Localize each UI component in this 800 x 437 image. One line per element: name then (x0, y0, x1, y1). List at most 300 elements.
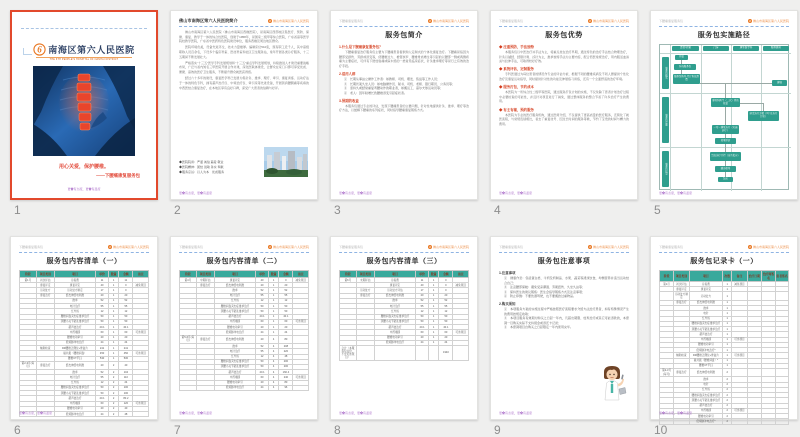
table-cell: 40.1 (96, 396, 109, 401)
table-cell (293, 385, 309, 390)
table-cell: 辅助检查 (36, 346, 54, 351)
table-cell: 52 (439, 298, 453, 303)
advantage-3-heading: ◆ 服务打包，节约成本 (499, 85, 534, 90)
table-cell: 20 (96, 335, 109, 340)
header-divider (659, 26, 789, 27)
table-cell: 60 (279, 319, 293, 324)
table-cell: 4 (268, 335, 278, 343)
page-thumbnail-6[interactable] (10, 236, 158, 437)
svg-text:6: 6 (37, 44, 43, 55)
table-cell: 2 (723, 387, 732, 392)
table-cell: 第6月 (340, 278, 357, 283)
table-cell: 2 (723, 408, 732, 413)
table-cell: 诊查费 (54, 278, 95, 283)
header-doc-title: 下腰痛康复服务包 (499, 245, 524, 249)
table-cell: 50 (416, 319, 429, 324)
table-cell: 50 (256, 359, 269, 364)
intro-paragraphs (179, 30, 309, 90)
flow-purchase: 服务包购买·签订协议缴费 (673, 74, 700, 84)
table-cell: 红外线 (214, 354, 255, 359)
table-cell: 200 (279, 359, 293, 364)
connector-line (700, 83, 772, 84)
table-cell: 17 (416, 288, 429, 293)
table-cell: 40 (119, 406, 133, 411)
table-cell: 1 (108, 335, 118, 340)
list-item: ② 本项目服务有效期为购买之日起一年内，凡超出期限、放弃治疗或其它可能退款的，本套餐一旦购买实际不支持现金或退还卡记录； (504, 316, 629, 325)
page-3-content (331, 11, 477, 199)
table-cell: 40 (256, 278, 269, 283)
table-cell: 100 (119, 385, 133, 390)
table-cell: 红外线 (54, 380, 95, 385)
list-item: 医院环境优美，设备先进齐全，技术力量雄厚。编制床位510张，现有职工近千人，其中高级职称人员百余名，下设多个临床科室、医技科室和社区卫生服务站，常年开展各类诊疗服务，十三五期间不断发展壮大。 (179, 45, 309, 59)
table-cell: 可选项目 (133, 330, 149, 335)
table-cell: 2 (723, 377, 732, 382)
table-cell: 40.1 (96, 325, 109, 330)
page-9-notes (490, 236, 638, 420)
table-cell: 康复评定 (374, 283, 415, 288)
table-cell: 可选项目 (453, 330, 469, 335)
table-cell: 50 (439, 319, 453, 324)
page-footer: 更✿有态度，更✿有温度 (659, 191, 693, 195)
flow-complete: 完成治疗疗程（出具报告） (710, 152, 741, 161)
hospital-mini-logo-icon: 6 (589, 245, 591, 249)
table-cell: 1 (723, 332, 732, 337)
table-cell: 50 (96, 319, 109, 324)
table-cell: 1 (428, 340, 438, 345)
hospital-mini-logo-icon: 6 (269, 245, 271, 249)
data-table (179, 270, 309, 391)
table-cell: 减免项目 (453, 283, 469, 288)
column-header: 备注 (732, 271, 747, 282)
data-table (19, 270, 149, 417)
page-2-content (171, 11, 317, 199)
table-cell: 第5-6月(每月) (180, 335, 197, 343)
table-cell: 0 (119, 288, 133, 293)
table-cell: 康复治疗 (674, 368, 689, 376)
table-cell: 中药塌渍 (214, 375, 255, 380)
table-cell (180, 385, 197, 390)
table-cell: 腰椎电动牵引 (214, 380, 255, 385)
hospital-mini-logo-icon: 6 (269, 19, 271, 23)
header-hospital-name: 佛山市南海区第六人民医院 (752, 19, 789, 23)
table-header-row (340, 271, 469, 278)
table-cell: 1 (108, 330, 118, 335)
page-thumbnail-8[interactable] (330, 236, 478, 437)
table-cell: 20 (256, 335, 269, 343)
page-footer: 更✿有态度，更✿有温度 (179, 411, 213, 415)
header-hospital-name: 佛山市南海区第六人民医院 (432, 245, 469, 249)
table-cell: 52 (119, 298, 133, 303)
table-cell: 1 (108, 351, 118, 356)
table-cell: 50 (256, 304, 269, 309)
table-cell: 1 (723, 282, 732, 287)
table-cell: 4 (268, 375, 278, 380)
table-cell: DR腰椎正侧位+骨盆片 (689, 353, 723, 358)
table-cell: 中药塌渍 (689, 408, 723, 413)
table-cell: 2 (108, 375, 118, 380)
intro-title: 佛山市南海区第六人民医院简介 (179, 18, 238, 23)
table-cell: 50 (96, 391, 109, 396)
table-cell: 1 (268, 288, 278, 293)
list-item: ① 长期从事站立操作工作者：如教师、司机、理发、售货等工作人员； (344, 77, 441, 82)
table-cell: 腰椎间盘突出症推拿治疗 (374, 314, 415, 319)
table-cell: 1 (723, 337, 732, 342)
table-cell: 可选项目 (133, 401, 149, 406)
page-number: 2 (174, 203, 181, 217)
table-header-row (180, 271, 309, 278)
table-cell: 超声波治疗 (214, 370, 255, 375)
column-header: 项目 (374, 271, 415, 278)
table-cell: 450 (96, 351, 109, 356)
table-cell: 120 (119, 401, 133, 406)
table-cell: 12 (96, 380, 109, 385)
table-cell: 电针 (689, 382, 723, 387)
table-cell: 经皮神经电刺激 (54, 361, 95, 369)
table-cell: 低频脉冲电治疗 (374, 340, 415, 345)
table-cell: 中药塌渍 (54, 401, 95, 406)
table-cell: 减免项目 (133, 283, 149, 288)
table-cell: 合计（本服务包总价，不含可选项目） (341, 346, 355, 360)
table-cell: 1 (268, 304, 278, 309)
table-cell: 104 (119, 370, 133, 375)
table-cell: 20 (119, 335, 133, 340)
table-cell: 运动处方制定 (54, 288, 95, 293)
table-cell (761, 368, 775, 376)
table-cell: 40.1 (279, 314, 293, 319)
table-header-row (660, 271, 789, 282)
page-9-content (491, 237, 637, 419)
table-cell (133, 412, 149, 417)
table-cell: 1 (428, 314, 438, 319)
table-row (660, 292, 789, 300)
column-header: 数量 (428, 271, 438, 278)
table-cell: 20 (96, 361, 109, 369)
doctor-cartoon-illustration (597, 365, 627, 401)
table-cell: 2 (108, 396, 118, 401)
table-cell: 电针治疗 (214, 293, 255, 298)
table-cell: 4 (268, 364, 278, 369)
hospital-logo-icon (33, 43, 46, 56)
page-footer: 更✿有态度，更✿有温度 (19, 411, 53, 415)
section-1-heading: 1.什么是下腰痛康复服务包？ (339, 45, 383, 49)
table-cell: 12 (256, 354, 269, 359)
hospital-logo-row (21, 43, 147, 56)
advantage-4-text: 本医院为专业的医疗服务机构，通过医师介绍，不仅提供了更高质量的医疗服务，还简化了就医流程，与常规连续相比，省去了重复挂号、因过长时间的服务等候，节约了宝贵的时间与精力的费用。 (499, 112, 629, 126)
table-cell: 55 (96, 375, 109, 380)
page-thumbnail-7[interactable] (170, 236, 318, 437)
table-cell: 可选项目 (293, 319, 309, 324)
column-header: 项目类别 (356, 271, 374, 278)
page-1-cover (10, 10, 158, 200)
table-cell: 推拿 (54, 298, 95, 303)
table-cell (732, 368, 747, 376)
table-cell: 40.1 (119, 325, 133, 330)
page-footer: 更✿有态度，更✿有温度 (499, 191, 533, 195)
table-cell: 4 (268, 359, 278, 364)
table-cell: 低频脉冲电治疗 (214, 385, 255, 390)
table-row (660, 419, 789, 424)
table-cell: 腰椎间盘突出症推拿治疗 (689, 393, 723, 398)
table-cell: 1 (723, 306, 732, 311)
table-cell: 52 (96, 370, 109, 375)
table-cell: 低频脉冲电治疗 (54, 412, 95, 417)
table-cell: 52 (279, 288, 293, 293)
page-number: 9 (494, 423, 501, 437)
table-cell: 超声波治疗 (54, 325, 95, 330)
phase-label: 服务包结束 (662, 151, 669, 187)
flow-evaluation: 效果评估 (715, 138, 736, 144)
table-cell: 241 (119, 346, 133, 351)
table-cell: 1 (723, 300, 732, 305)
table-cell: 康复评定 (36, 283, 54, 288)
table-cell: 60 (96, 330, 109, 335)
page-footer: 更✿有态度，更✿有温度 (339, 411, 373, 415)
table-cell: 1 (428, 304, 438, 309)
table-cell: 52 (256, 288, 269, 293)
table-cell (293, 335, 309, 343)
table-cell: 腰椎间盘突出症推拿治疗 (54, 385, 95, 390)
table-cell: 低频脉冲电治疗 (54, 340, 95, 345)
advantage-4-heading: ◆ 有主有辅，预约服务 (499, 107, 534, 112)
table-header-row (20, 271, 149, 278)
table-cell: 450 (119, 351, 133, 356)
table-cell: DR腰椎正侧位+骨盆片 (54, 346, 95, 351)
table-cell: 2 (108, 391, 118, 396)
column-header: 阶段 (660, 271, 674, 282)
page-10-content (651, 237, 797, 423)
list-item: ① 本项服务方案的实施过程中严格按照医疗流程要求介绍方法治疗患者，如有特殊情况产生的费用按规定收取； (504, 307, 629, 316)
table-cell: 24 (256, 330, 269, 335)
list-item: ④ 防止摔倒：不要饮酒驾驶，也不要搬抬过重物品。 (504, 294, 577, 298)
column-header: 治疗师签名 (762, 272, 775, 280)
column-header: 金额 (279, 271, 293, 278)
table-cell: 2 (108, 401, 118, 406)
table-cell: 1 (428, 330, 438, 335)
hospital-name-cn: 南海区第六人民医院 (48, 45, 135, 55)
page-header (499, 18, 629, 24)
table-cell: 颈腰小关节紊乱推拿治疗 (54, 319, 95, 324)
column-header: 阶段 (340, 271, 357, 278)
table-cell: 12 (256, 298, 269, 303)
header-divider (499, 252, 629, 253)
grid-line (701, 45, 702, 191)
cover-top-divider (21, 28, 147, 29)
page-title: 服务包内容清单（一） (46, 258, 122, 265)
table-cell: 24 (119, 380, 133, 385)
page-thumbnail-2[interactable] (170, 10, 318, 217)
column-header: 项目类别 (36, 271, 54, 278)
table-cell: 末期评估 (356, 278, 374, 283)
hospital-mini-logo-icon: 6 (749, 19, 751, 23)
table-cell: 1 (428, 293, 438, 298)
section-1-text: 下腰痛康复治疗服务包主要为下腰痛患者提供购人定制式的个体化康复治疗。下腰痛是指因为腰部受损伤、劳损或退变等，使腰椎过大、椎管狭窄、腰椎骨质增生等引起的以腰部一侧或两侧疼痛为主要症状，可伴有下肢放射痛或麻木感的一类常见临床症状，针灸推拿理疗等是行之有效的治疗手段。 (339, 50, 469, 68)
table-cell: 1 (723, 363, 732, 368)
table-cell: 超声波治疗 (689, 332, 723, 337)
grid-line (670, 45, 671, 191)
column-header: 项目 (54, 271, 95, 278)
table-cell: 颈腰小关节紊乱推拿治疗 (214, 309, 255, 314)
flow-treatment: 一对一康复治疗（实施治疗） (712, 125, 739, 134)
table-cell (453, 346, 469, 361)
table-cell: 4 (268, 380, 278, 385)
table-cell: 红外线 (54, 309, 95, 314)
table-cell (761, 419, 775, 424)
notes-1-list (499, 276, 629, 299)
header-divider (19, 252, 149, 253)
table-cell: 2 (723, 403, 732, 408)
header-doc-title: 下腰痛康复服务包 (659, 245, 684, 249)
table-cell: 24 (439, 340, 453, 345)
table-cell: 康复评定 (54, 283, 95, 288)
flow-start: 开始 (675, 55, 688, 60)
header-logo (428, 245, 469, 249)
table-cell: 电针治疗 (54, 375, 95, 380)
hospital-mini-logo-icon: 6 (749, 245, 751, 249)
table-cell: 55 (119, 304, 133, 309)
table-cell: 推拿 (689, 306, 723, 311)
table-cell: 初次评估 (36, 278, 54, 283)
table-cell: 0 (439, 278, 453, 283)
table-cell: 96 (279, 385, 293, 390)
table-cell: 40 (416, 283, 429, 288)
table-cell: 1 (108, 325, 118, 330)
table-cell (732, 419, 747, 424)
table-cell: 颈腰小关节紊乱推拿治疗 (689, 398, 723, 403)
table-cell (776, 419, 789, 424)
table-cell (374, 346, 415, 361)
table-cell: 20 (279, 325, 293, 330)
page-4-advantages (490, 10, 638, 200)
record-card-table (659, 270, 789, 425)
service-items-table-2 (179, 270, 309, 391)
hospital-mini-logo-icon: 6 (429, 19, 431, 23)
table-cell (660, 419, 674, 424)
table-cell: 2 (108, 370, 118, 375)
table-cell: 11 (96, 278, 109, 283)
table-cell: 颈腰小关节紊乱推拿治疗 (374, 319, 415, 324)
header-logo (748, 19, 789, 23)
section-2-list (339, 77, 469, 95)
table-cell: 经皮神经电刺激 (54, 293, 95, 298)
table-cell: 48 (279, 354, 293, 359)
table-cell: 1 (428, 288, 438, 293)
table-cell (732, 292, 747, 300)
table-cell: 20 (279, 283, 293, 288)
column-header: 项目 (214, 271, 255, 278)
list-item: ◆服务宗旨：以人为本 优质服务 (179, 169, 225, 174)
table-cell: 1 (108, 340, 118, 345)
advantage-1-text: 本服务包以中医治疗补手法为主，将重点放在治疗早期，通过特色的治疗手法结合物理治疗，针灸以循经、经筋针刺、浮针为主，推拿独特手法为主要内容，配合西医常规治疗，用内服活血消炎与拉伸手法，可取得较好疗效。 (499, 50, 629, 64)
table-cell: 运动处方评估 (374, 288, 415, 293)
table-cell: 2 (108, 380, 118, 385)
column-header: 金额 (439, 271, 453, 278)
table-cell: 超声波治疗 (54, 396, 95, 401)
table-cell: 中期评估 (196, 278, 214, 283)
table-cell: 17 (96, 288, 109, 293)
table-cell: 4 (268, 370, 278, 375)
page-header (499, 244, 629, 250)
header-hospital-name: 佛山市南海区第六人民医院 (272, 245, 309, 249)
column-header: 备注 (293, 271, 309, 278)
page-footer: 更✿有态度，更✿有温度 (659, 411, 693, 415)
table-cell: 11 (416, 278, 429, 283)
page-title: 服务包记录卡（一） (690, 258, 758, 265)
advantage-2-heading: ◆ 系统评估，定制服务 (499, 67, 534, 72)
table-cell: 可选项目 (293, 375, 309, 380)
table-cell: 50 (279, 304, 293, 309)
header-logo (588, 19, 629, 23)
page-header (339, 244, 469, 250)
table-cell: 24 (416, 340, 429, 345)
table-cell: 4 (268, 344, 278, 349)
table-cell: 60 (96, 401, 109, 406)
table-cell: 24 (279, 330, 293, 335)
table-cell: 12 (279, 298, 293, 303)
table-cell: 60 (439, 330, 453, 335)
table-row (180, 385, 309, 390)
lane-header: 康复医学科 (733, 46, 759, 51)
section-3-text: 本服务包通过专业的评估，发现下腰痛患者的主要问题，针对性地提供针灸、推拿、理疗等治疗方法，以缓解下腰痛的系列症状，同时指导腰痛康复锻炼方式。 (339, 103, 469, 113)
page-8-content (331, 237, 477, 419)
table-cell (761, 292, 775, 300)
lane-header: 患者/家属 (672, 46, 699, 51)
page-number: 3 (334, 203, 341, 217)
table-cell: 1 (428, 335, 438, 340)
table-cell: 1 (723, 311, 732, 316)
table-cell: 52 (416, 298, 429, 303)
page-thumbnail-10[interactable] (650, 236, 798, 437)
column-header: 金额 (119, 271, 133, 278)
table-cell: 24 (119, 340, 133, 345)
page-thumbnail-5[interactable] (650, 10, 798, 217)
table-cell: 60 (256, 375, 269, 380)
table-cell: 50 (119, 319, 133, 324)
page-thumbnail-9[interactable] (490, 236, 638, 437)
header-divider (179, 26, 309, 27)
table-cell: 第2-3月(每月) (660, 368, 674, 376)
hospital-mini-logo-icon: 6 (109, 245, 111, 249)
table-cell: 1 (268, 293, 278, 298)
cover-content (12, 12, 156, 198)
page-thumbnail-1[interactable] (10, 10, 158, 217)
column-header: 数量 (268, 271, 278, 278)
table-cell: 20 (96, 293, 109, 298)
notes-2-list (499, 307, 629, 330)
table-cell: 运动处方 (356, 288, 374, 293)
page-thumbnail-3[interactable] (330, 10, 478, 217)
page-number: 10 (654, 423, 668, 437)
column-header: 数量 (108, 271, 118, 278)
header-hospital-name: 佛山市南海区第六人民医院 (112, 245, 149, 249)
table-cell: 60 (416, 330, 429, 335)
table-cell: 20 (416, 335, 429, 340)
table-cell: 40 (96, 283, 109, 288)
table-cell: 80 (279, 335, 293, 343)
cover-slogan: 用心关爱，保护腰椎。 (58, 164, 109, 170)
page-thumbnail-4[interactable] (490, 10, 638, 217)
header-hospital-name: 佛山市南海区第六人民医院 (432, 19, 469, 23)
table-cell: 2 (723, 382, 732, 387)
header-doc-title: 下腰痛康复服务包 (339, 245, 364, 249)
page-6-content (11, 237, 157, 419)
table-cell: 红外线 (689, 387, 723, 392)
header-divider (179, 252, 309, 253)
header-logo (108, 245, 149, 249)
cover-footer: 更✿有态度，更✿有温度 (67, 187, 101, 191)
page-number: 8 (334, 423, 341, 437)
table-cell: 红外线 (689, 316, 723, 321)
table-cell: 52 (256, 344, 269, 349)
